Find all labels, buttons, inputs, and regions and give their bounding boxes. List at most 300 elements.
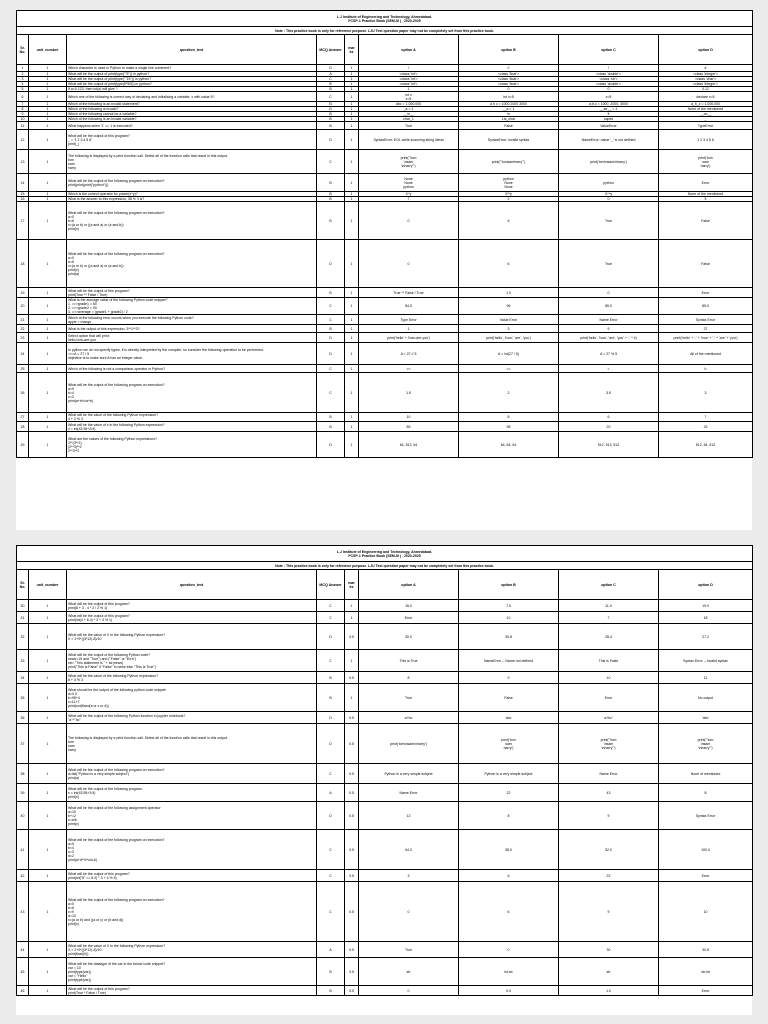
option-c-value: <class 'double'>: [596, 72, 621, 76]
option-a-value: int x x=5: [405, 92, 412, 101]
unit-cell-value: 1: [46, 771, 49, 776]
option-d: [659, 830, 753, 870]
sr-cell: [17, 802, 29, 830]
question-text: [67, 784, 317, 802]
option-b-value: a b c = 1000 2000 3000: [490, 102, 527, 106]
unit-cell-value: 1: [46, 658, 49, 663]
option-d-value: None of the mentioned: [687, 107, 724, 111]
option-b-value: 1.0: [506, 290, 511, 295]
unit-cell: [29, 65, 67, 72]
marks-cell: [345, 650, 359, 672]
mcq-answer: [317, 288, 345, 298]
option-b: [459, 202, 559, 240]
option-b-value: NameError -- Name not defined: [483, 658, 534, 663]
marks-cell-value: 0.5: [349, 771, 354, 776]
question-text-value: What will be the output of print(type(5*5/5)) in python?: [68, 82, 152, 86]
option-d: [659, 240, 753, 288]
sr-cell: [17, 240, 29, 288]
marks-cell-value: 0.5: [349, 813, 354, 818]
option-c: [559, 432, 659, 458]
sr-cell-value: 20: [20, 304, 25, 308]
mcq-answer-value: B: [329, 326, 332, 331]
book-title: FCSP-1 Practice Book (SEM-III ) _2020-2025: [348, 553, 421, 558]
option-c: [559, 612, 659, 624]
marks-cell: [345, 413, 359, 422]
unit-cell: [29, 764, 67, 784]
option-c-value: print('''tom \nsam \nharry'''): [600, 737, 617, 750]
option-d: [659, 413, 753, 422]
unit-cell-value: 1: [46, 969, 49, 974]
table-row: [17, 422, 753, 432]
table-row: [17, 672, 753, 684]
option-a-value: <class 'int'>: [399, 82, 418, 86]
option-a: [359, 174, 459, 192]
sr-cell-value: 24: [20, 351, 25, 356]
sr-cell: [17, 65, 29, 72]
option-d-value: False: [701, 261, 710, 266]
mcq-answer-value: D: [329, 634, 332, 639]
sr-cell: [17, 422, 29, 432]
option-d: [659, 174, 753, 192]
option-a: [359, 422, 459, 432]
option-c: [559, 600, 659, 612]
option-d-value: Syntax Error: [695, 813, 716, 818]
mcq-answer-value: B: [329, 123, 332, 128]
option-b-value: 96: [506, 304, 511, 308]
option-d-value: <class 'char'>: [694, 77, 717, 81]
option-a-value: This is True: [399, 658, 418, 663]
option-c: [559, 764, 659, 784]
mcq-answer-value: B: [329, 112, 332, 116]
sr-cell-value: 29: [20, 442, 25, 447]
sr-cell-value: 23: [20, 335, 25, 340]
option-c: [559, 288, 659, 298]
option-d: [659, 202, 753, 240]
option-c-value: X^^y: [604, 192, 613, 196]
unit-cell-value: 1: [46, 909, 49, 914]
marks-cell-value: 0.5: [349, 873, 354, 878]
option-a: [359, 333, 459, 343]
option-a-value: Python is a very simple subject: [384, 771, 433, 776]
option-b-value: Value Error: [499, 317, 518, 322]
option-a: [359, 413, 459, 422]
sr-cell-value: 5: [21, 87, 24, 91]
option-b-value: 38.0: [505, 847, 512, 852]
option-b: [459, 333, 559, 343]
marks-cell: [345, 764, 359, 784]
option-c: [559, 724, 659, 764]
option-d-value: _: [704, 117, 707, 121]
question-text-value: What will be the output of the following assignment operator a=10 b+=2 c=a/b print(c): [68, 805, 161, 826]
question-text: [67, 600, 317, 612]
marks-cell-value: 1: [350, 317, 353, 322]
unit-cell-value: 1: [46, 317, 49, 322]
mcq-answer: [317, 373, 345, 413]
marks-cell: [345, 422, 359, 432]
unit-cell-value: 1: [46, 82, 49, 86]
unit-cell: [29, 672, 67, 684]
option-a-value: 0: [407, 218, 410, 223]
question-text: [67, 122, 317, 130]
option-d-value: <class 'integer'>: [692, 72, 719, 76]
unit-cell-value: 1: [46, 326, 49, 331]
option-d-value: Error: [701, 873, 710, 878]
option-d: [659, 365, 753, 373]
option-b: [459, 92, 559, 102]
question-text: [67, 612, 317, 624]
col-marks: mar ks: [345, 35, 359, 65]
sr-cell: [17, 413, 29, 422]
mcq-answer: [317, 942, 345, 958]
sr-cell-value: 13: [20, 159, 25, 164]
option-d-value: str,int: [701, 969, 710, 974]
mcq-answer-value: D: [329, 107, 332, 111]
option-d: [659, 712, 753, 724]
institute-name: L.J Institute of Engineering and Technology, Ahmedabad.: [336, 549, 433, 554]
marks-cell: [345, 830, 359, 870]
option-b-value: False: [504, 695, 513, 700]
option-d-value: Syntax Error -- invalid syntax: [683, 658, 728, 663]
option-d-value: 10: [703, 909, 708, 914]
header-block: [17, 11, 753, 27]
option-a: [359, 343, 459, 365]
option-c: [559, 130, 659, 150]
marks-cell-value: 0.5: [349, 634, 354, 639]
table-row: [17, 612, 753, 624]
option-a-value: /: [408, 66, 409, 70]
mcq-answer: [317, 325, 345, 333]
option-a-value: True: [404, 947, 413, 952]
option-a: [359, 986, 459, 996]
mcq-answer-value: C: [329, 317, 332, 322]
option-a-value: 8: [407, 675, 410, 680]
mcq-answer: [317, 122, 345, 130]
option-b: [459, 422, 559, 432]
unit-cell-value: 1: [46, 192, 49, 196]
option-a-value: >=: [406, 366, 411, 371]
option-d: [659, 764, 753, 784]
option-c: [559, 784, 659, 802]
mcq-answer: [317, 65, 345, 72]
question-text: [67, 65, 317, 72]
option-d-value: 27: [703, 326, 708, 331]
question-text-value: What will be the output of the following program. x = int(43.55+2/4) print(x): [68, 786, 143, 799]
option-a-value: str: [406, 969, 411, 974]
marks-cell: [345, 373, 359, 413]
option-a: [359, 784, 459, 802]
unit-cell-value: 1: [46, 72, 49, 76]
option-d-value: 11: [703, 675, 708, 680]
option-d: [659, 986, 753, 996]
option-d: [659, 422, 753, 432]
question-text: [67, 650, 317, 672]
sr-cell: [17, 958, 29, 986]
option-c-value: 7: [607, 615, 610, 620]
question-text-value: Which of the following is an invalid statement?: [68, 102, 140, 106]
unit-cell: [29, 712, 67, 724]
option-b: [459, 958, 559, 986]
mcq-answer: [317, 882, 345, 942]
option-d-value: False: [701, 218, 710, 223]
mcq-answer-value: B: [329, 415, 332, 419]
option-c-value: !: [608, 66, 609, 70]
option-a: [359, 612, 459, 624]
sr-cell: [17, 92, 29, 102]
unit-cell-value: 1: [46, 988, 49, 993]
marks-cell-value: 1: [350, 218, 353, 223]
option-c: [559, 150, 659, 174]
option-d: [659, 724, 753, 764]
unit-cell-value: 1: [46, 442, 49, 447]
sr-cell-value: 27: [20, 415, 25, 419]
option-b-value: <class 'float'>: [498, 72, 519, 76]
option-a-value: True: [404, 695, 413, 700]
option-a-value: 30.0: [405, 634, 412, 639]
mcq-answer-value: C: [329, 159, 332, 164]
col-option-a: option A: [359, 35, 459, 65]
option-b-value: <class 'float'>: [498, 82, 519, 86]
header-block: [17, 546, 753, 562]
sr-cell-value: 37: [20, 741, 25, 746]
mcq-answer-value: C: [329, 615, 332, 620]
table-row: [17, 432, 753, 458]
institute-name: L.J Institute of Engineering and Technology, Ahmedabad.: [336, 14, 433, 19]
option-a-value: A = 27 // 5: [400, 351, 417, 356]
marks-cell: [345, 65, 359, 72]
marks-cell-value: 1: [350, 82, 353, 86]
mcq-answer-value: C: [329, 658, 332, 663]
question-text: [67, 724, 317, 764]
option-d: [659, 942, 753, 958]
mcq-answer: [317, 174, 345, 192]
option-a-value: 10: [406, 415, 411, 419]
option-d-value: declare x=5: [696, 94, 715, 99]
question-text: [67, 942, 317, 958]
sr-cell-value: 10: [20, 117, 25, 121]
marks-cell-value: 0.5: [349, 947, 354, 952]
question-text-value: What will be the value of X in the following Python expression? X = 2+9*((3*12)-8)/10: [68, 632, 166, 641]
marks-cell-value: 1: [350, 615, 353, 620]
option-c-value: 28.4: [605, 634, 612, 639]
unit-cell-value: 1: [46, 159, 49, 164]
option-a: [359, 802, 459, 830]
marks-cell-value: 0.5: [349, 969, 354, 974]
mcq-answer: [317, 684, 345, 712]
mcq-answer-value: B: [329, 424, 332, 429]
mcq-answer: [317, 712, 345, 724]
unit-cell: [29, 830, 67, 870]
option-d: [659, 288, 753, 298]
table-row: [17, 764, 753, 784]
option-d: [659, 958, 753, 986]
question-text-value: What will be the value of x in the following Python expression? x = int(43.55+2/4): [68, 422, 165, 431]
option-a: [359, 432, 459, 458]
question-text-value: What are the values of the following Python expressions? 2**(3**2) (2**3)**2 2**3**2: [68, 436, 157, 453]
sr-cell: [17, 942, 29, 958]
option-d-value: !=: [704, 366, 708, 371]
option-c-value: python: [603, 180, 614, 185]
option-d-value: 'abc': [702, 715, 710, 720]
marks-cell-value: 1: [350, 72, 353, 76]
sr-cell-value: 15: [20, 192, 25, 196]
option-b: [459, 288, 559, 298]
option-a: [359, 712, 459, 724]
question-text: [67, 830, 317, 870]
option-a: [359, 672, 459, 684]
col-answer: MCQ Answer: [317, 35, 345, 65]
option-b-value: int,str: [504, 969, 513, 974]
mcq-answer: [317, 986, 345, 996]
marks-cell-value: 1: [350, 107, 353, 111]
option-b-value: 0: [507, 947, 510, 952]
option-c: [559, 650, 659, 672]
sr-cell-value: 7: [21, 102, 24, 106]
mcq-answer-value: D: [329, 741, 332, 746]
option-c-value: x=5: [605, 94, 612, 99]
option-c-value: 512, 512, 512: [597, 442, 620, 447]
unit-cell-value: 1: [46, 351, 49, 356]
option-c-value: Name Error: [599, 771, 618, 776]
marks-cell-value: 1: [350, 390, 353, 395]
mcq-answer-value: B: [329, 117, 332, 121]
option-b-value: 3: [507, 326, 510, 331]
marks-cell: [345, 315, 359, 325]
question-text: [67, 365, 317, 373]
question-text-value: What will be the value of the following Python expression? 4 + 2 % 3: [68, 413, 159, 421]
marks-cell: [345, 365, 359, 373]
option-d-value: None of the mentioned: [687, 192, 724, 196]
option-d: [659, 130, 753, 150]
col-option-c: option C: [559, 35, 659, 65]
sr-cell: [17, 600, 29, 612]
unit-cell-value: 1: [46, 137, 49, 142]
option-b: [459, 65, 559, 72]
mcq-answer-value: A: [329, 947, 332, 952]
question-text-value: What will be the value of X in the following Python expression? X = 2+9*((3*12)-8)/10 print(float(X)): [68, 943, 166, 956]
marks-cell-value: 1: [350, 261, 353, 266]
option-a: [359, 724, 459, 764]
option-c-value: str: [606, 969, 611, 974]
table-row: [17, 712, 753, 724]
marks-cell-value: 1: [350, 112, 353, 116]
option-a-value: SyntaxError: EOL while scanning string literal: [373, 137, 444, 142]
question-text: [67, 684, 317, 712]
sr-cell: [17, 288, 29, 298]
unit-cell: [29, 942, 67, 958]
question-text: [67, 325, 317, 333]
unit-cell: [29, 422, 67, 432]
option-a-value: char_1: [403, 117, 414, 121]
option-a-value: None None python: [403, 176, 414, 189]
sr-cell: [17, 624, 29, 650]
unit-cell: [29, 240, 67, 288]
mcq-answer-value: C: [329, 847, 332, 852]
option-d: [659, 672, 753, 684]
mcq-answer-value: C: [329, 77, 332, 81]
option-b-value: 0: [507, 87, 510, 91]
option-b-value: <=: [506, 366, 511, 371]
option-d-value: 1 2 3 4 5 6: [697, 137, 714, 142]
marks-cell-value: 0.5: [349, 741, 354, 746]
option-b-value: //: [507, 66, 510, 70]
option-d: [659, 650, 753, 672]
unit-cell: [29, 333, 67, 343]
option-b: [459, 942, 559, 958]
option-b: [459, 624, 559, 650]
table-row: [17, 92, 753, 102]
option-a: [359, 650, 459, 672]
option-b: [459, 298, 559, 315]
unit-cell-value: 1: [46, 261, 49, 266]
option-d-value: #: [704, 66, 707, 70]
unit-cell: [29, 724, 67, 764]
option-a-value: 7: [407, 197, 410, 201]
question-text-value: Which one of the following is correct way of declaring and initialising a variable, x with value 5?: [68, 94, 215, 99]
unit-cell: [29, 882, 67, 942]
option-d: [659, 343, 753, 365]
mcq-answer-value: B: [329, 192, 332, 196]
option-b-value: print('''tomsamharry'''): [491, 159, 526, 164]
sr-cell-value: 30: [20, 603, 25, 608]
marks-cell-value: 0.5: [349, 715, 354, 720]
question-text-value: What is the answer to this expression, 38 % 3 is?: [68, 197, 145, 201]
option-d: [659, 870, 753, 882]
marks-cell: [345, 672, 359, 684]
marks-cell-value: 1: [350, 117, 353, 121]
mcq-answer-value: C: [329, 873, 332, 878]
sr-cell: [17, 650, 29, 672]
option-d-value: 0.12: [702, 87, 709, 91]
col-unit: unit_number: [29, 35, 67, 65]
unit-cell-value: 1: [46, 335, 49, 340]
option-a-value: print('''tom \nsam \nharry'''): [400, 155, 417, 168]
marks-cell: [345, 240, 359, 288]
unit-cell: [29, 202, 67, 240]
option-d: [659, 65, 753, 72]
sr-cell: [17, 174, 29, 192]
option-d-value: a_b_c = 1,000,000: [690, 102, 721, 106]
unit-cell: [29, 325, 67, 333]
mcq-answer: [317, 150, 345, 174]
option-b-value: A = int(27 / 5): [498, 351, 519, 356]
unit-cell-value: 1: [46, 366, 49, 371]
mcq-answer-value: C: [329, 603, 332, 608]
option-c-value: 6: [607, 415, 610, 419]
option-a: [359, 373, 459, 413]
option-b-value: print('tom sam harry'): [501, 737, 516, 750]
sr-cell-value: 40: [20, 813, 25, 818]
option-a-value: 15.0: [405, 603, 412, 608]
unit-cell-value: 1: [46, 424, 49, 429]
table-row: [17, 202, 753, 240]
option-b-value: 7.0: [506, 603, 511, 608]
book-title: FCSP-1 Practice Book (SEM-III ) _2020-2025: [348, 18, 421, 23]
question-text-value: Which of the following is an invalid variable?: [68, 117, 137, 121]
practice-book-page-1: [16, 10, 752, 530]
unit-cell-value: 1: [46, 695, 49, 700]
sr-cell-value: 18: [20, 261, 25, 266]
question-text-value: What will be the output of the following program on execution? a=0 b=6 c=9 d=10 x=(a or b) and ((a or c) or (b and d)) print(x): [68, 897, 165, 926]
option-c: [559, 333, 659, 343]
option-b: [459, 612, 559, 624]
marks-cell: [345, 986, 359, 996]
marks-cell: [345, 802, 359, 830]
mcq-answer-value: C: [329, 366, 332, 371]
table-row: [17, 684, 753, 712]
col-option-c: option C: [559, 570, 659, 600]
option-c-value: __str__ = 1: [599, 107, 618, 111]
option-c: [559, 684, 659, 712]
